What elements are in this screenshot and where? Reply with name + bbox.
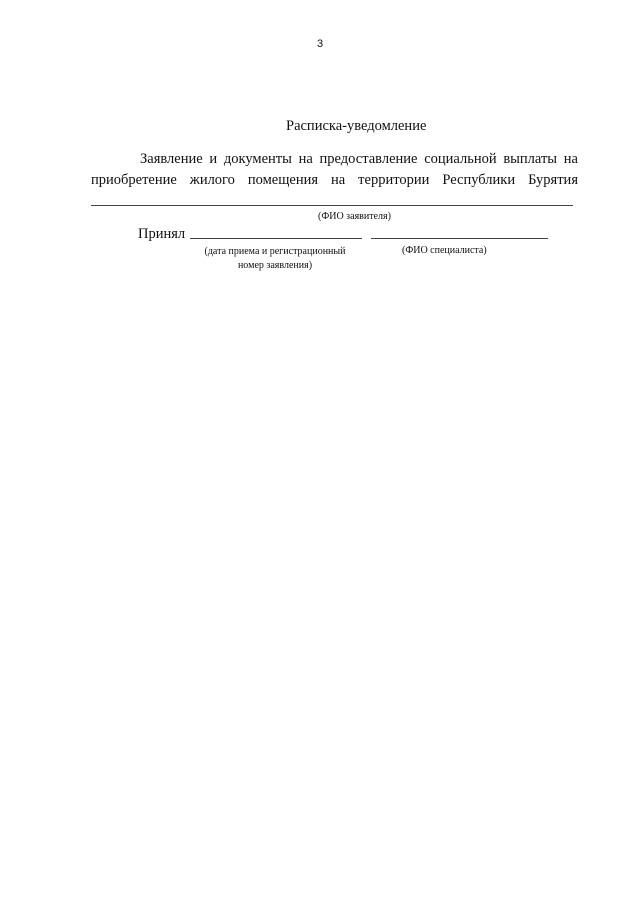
document-title: Расписка-уведомление [286,118,427,134]
date-caption-line-1: (дата приема и регистрационный [204,246,346,257]
body-text-line-1: Заявление и документы на предоставление социальной выплаты на [140,151,578,167]
applicant-name-caption: (ФИО заявителя) [318,211,391,222]
accepted-by-label: Принял [138,226,186,242]
page-number: 3 [316,38,324,50]
body-text-line-2: приобретение жилого помещения на территории Республики Бурятия [91,172,578,188]
date-registration-line [190,238,362,239]
date-registration-caption [194,245,356,273]
date-caption-line-2: номер заявления) [237,260,313,271]
specialist-name-caption: (ФИО специалиста) [402,245,487,256]
specialist-name-line [371,238,548,239]
applicant-name-line [91,205,573,206]
